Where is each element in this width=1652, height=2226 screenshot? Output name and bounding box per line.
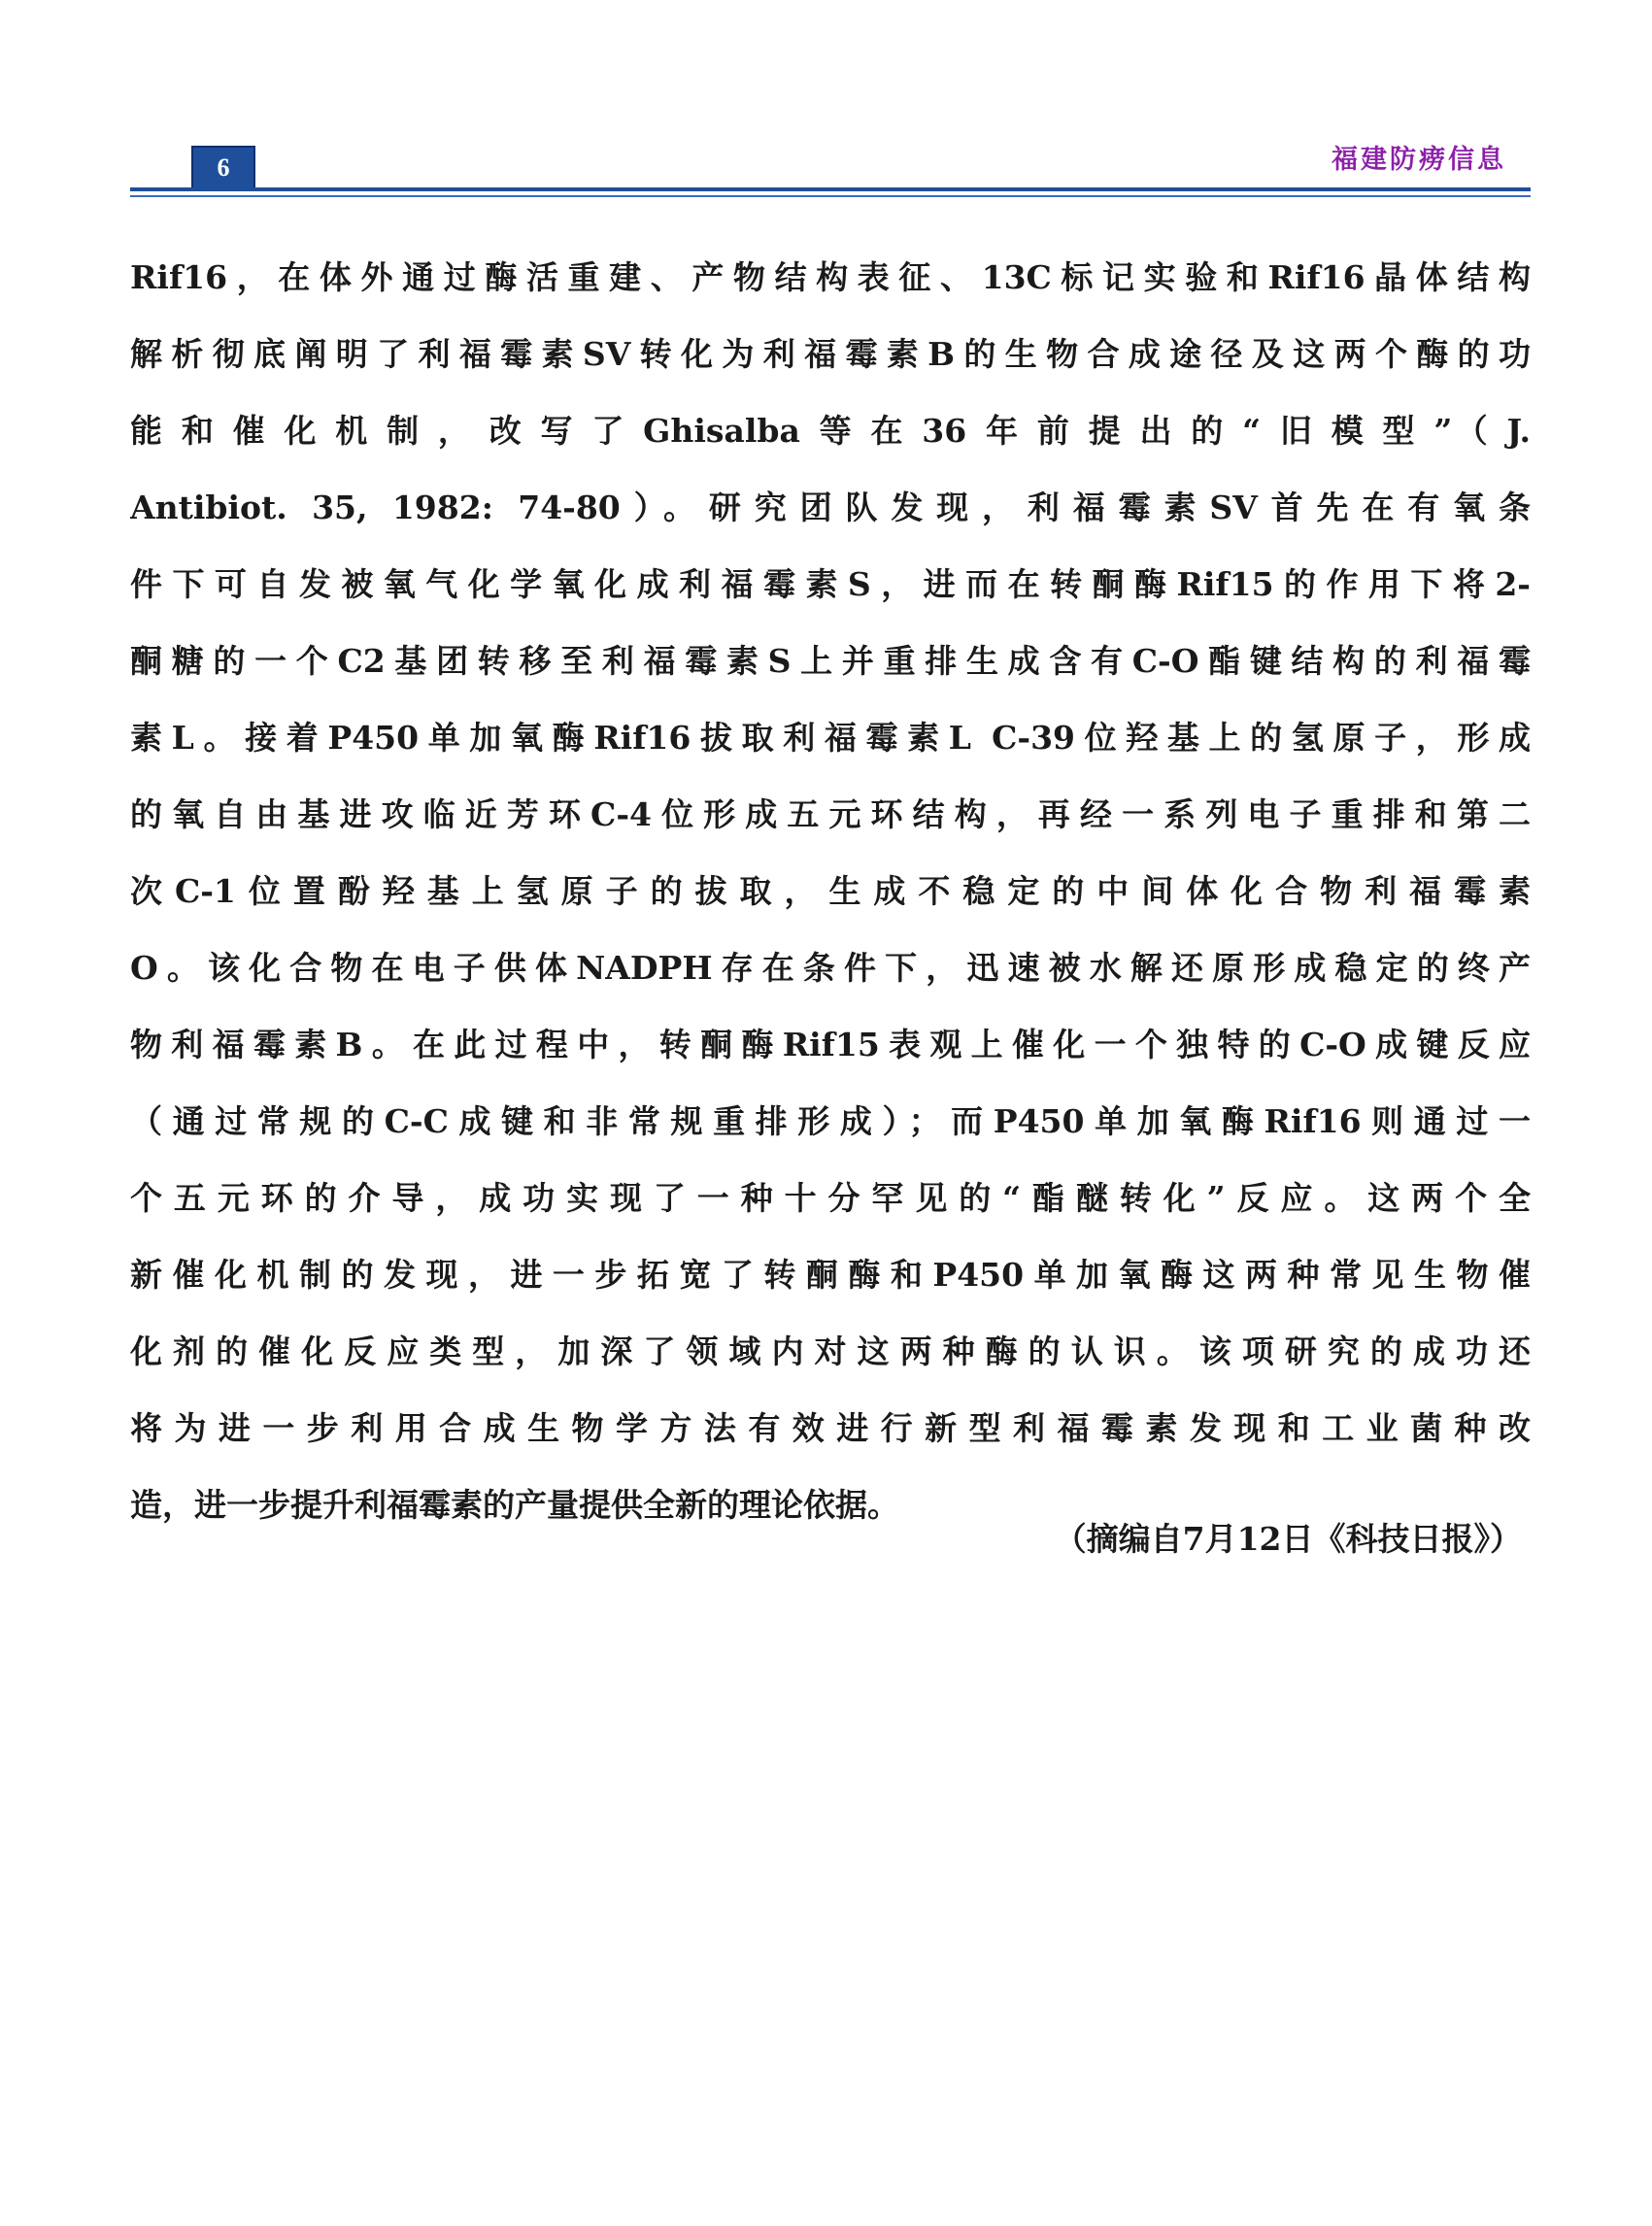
- article-line: 素L。接着P450单加氧酶Rif16拔取利福霉素L C-39位羟基上的氢原子，形成: [130, 719, 1531, 757]
- article-line: 新催化机制的发现，进一步拓宽了转酮酶和P450单加氧酶这两种常见生物催: [130, 1256, 1531, 1294]
- article-line: 个五元环的介导，成功实现了一种十分罕见的“酯醚转化”反应。这两个全: [130, 1179, 1531, 1217]
- article-body: [130, 239, 1531, 1543]
- article-line: 将为进一步利用合成生物学方法有效进行新型利福霉素发现和工业菌种改: [130, 1409, 1531, 1447]
- article-line: 造，进一步提升利福霉素的产量提供全新的理论依据。: [130, 1486, 899, 1524]
- article-line: 解析彻底阐明了利福霉素SV转化为利福霉素B的生物合成途径及这两个酶的功: [130, 335, 1531, 373]
- page-number: 6: [191, 146, 255, 190]
- page-header: [0, 0, 1652, 204]
- article-line: 的氧自由基进攻临近芳环C-4位形成五元环结构，再经一系列电子重排和第二: [130, 795, 1531, 833]
- article-source: （摘编自7月12日《科技日报》）: [1054, 1520, 1522, 1558]
- article-line: 酮糖的一个C2基团转移至利福霉素S上并重排生成含有C-O酯键结构的利福霉: [130, 642, 1531, 680]
- article-line: 件下可自发被氧气化学氧化成利福霉素S，进而在转酮酶Rif15的作用下将2-: [130, 565, 1531, 603]
- article-line: O。该化合物在电子供体NADPH存在条件下，迅速被水解还原形成稳定的终产: [130, 949, 1531, 987]
- article-line: 次C-1位置酚羟基上氢原子的拔取，生成不稳定的中间体化合物利福霉素: [130, 872, 1531, 910]
- article-line: Rif16，在体外通过酶活重建、产物结构表征、13C标记实验和Rif16晶体结构: [130, 258, 1531, 296]
- header-rule-secondary: [130, 195, 1531, 197]
- publication-title: 福建防痨信息: [1332, 145, 1506, 175]
- header-rule: [130, 187, 1531, 191]
- article-line: Antibiot. 35, 1982: 74-80）。研究团队发现，利福霉素SV首先在有氧条: [130, 489, 1531, 526]
- article-line: 能和催化机制，改写了Ghisalba等在36年前提出的“旧模型”（J.: [130, 412, 1531, 450]
- article-line: （通过常规的C-C成键和非常规重排形成）；而P450单加氧酶Rif16则通过一: [130, 1102, 1531, 1140]
- article-line: 物利福霉素B。在此过程中，转酮酶Rif15表观上催化一个独特的C-O成键反应: [130, 1026, 1531, 1063]
- article-line: 化剂的催化反应类型，加深了领域内对这两种酶的认识。该项研究的成功还: [130, 1332, 1531, 1370]
